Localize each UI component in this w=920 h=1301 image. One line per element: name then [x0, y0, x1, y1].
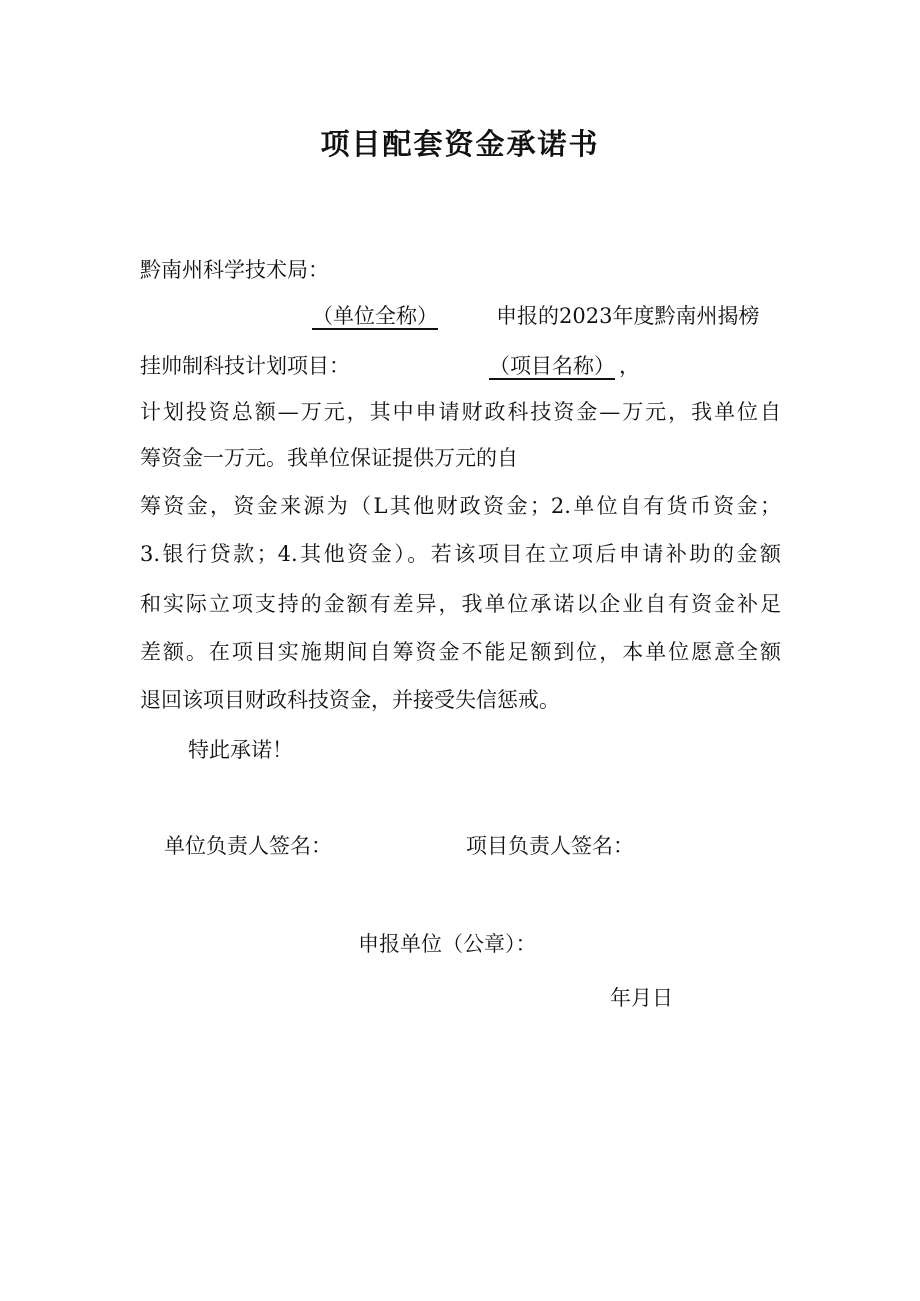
body-line-1: 申报的2023年度黔南州揭榜: [496, 304, 760, 328]
closing-line: 特此承诺！: [188, 738, 293, 762]
body-line-4: 筹资金一万元。我单位保证提供万元的自: [140, 446, 518, 470]
recipient-line: 黔南州科学技术局：: [140, 258, 329, 282]
body-line-3: 计划投资总额—万元，其中申请财政科技资金—万元，我单位自: [140, 400, 781, 424]
body-line-5: 筹资金，资金来源为（L其他财政资金；2.单位自有货币资金；: [140, 494, 781, 518]
unit-head-signature-label: 单位负责人签名：: [164, 834, 332, 858]
body-line-8: 差额。在项目实施期间自筹资金不能足额到位，本单位愿意全额: [140, 640, 781, 664]
body-line-7: 和实际立项支持的金额有差异，我单位承诺以企业自有资金补足: [140, 592, 781, 616]
document-title: 项目配套资金承诺书: [320, 127, 600, 161]
body-line-6: 3.银行贷款；4.其他资金）。若该项目在立项后申请补助的金额: [140, 542, 781, 566]
seal-line: 申报单位（公章）：: [358, 932, 537, 956]
project-name-blank: （项目名称）: [489, 354, 615, 378]
body-line-2-end: ，: [619, 354, 640, 378]
project-head-signature-label: 项目负责人签名：: [466, 834, 634, 858]
unit-name-blank: （单位全称）: [312, 304, 438, 328]
body-line-2: 挂帅制科技计划项目：: [140, 354, 350, 378]
body-line-9: 退回该项目财政科技资金，并接受失信惩戒。: [140, 688, 560, 712]
date-line: 年月日: [610, 986, 673, 1010]
